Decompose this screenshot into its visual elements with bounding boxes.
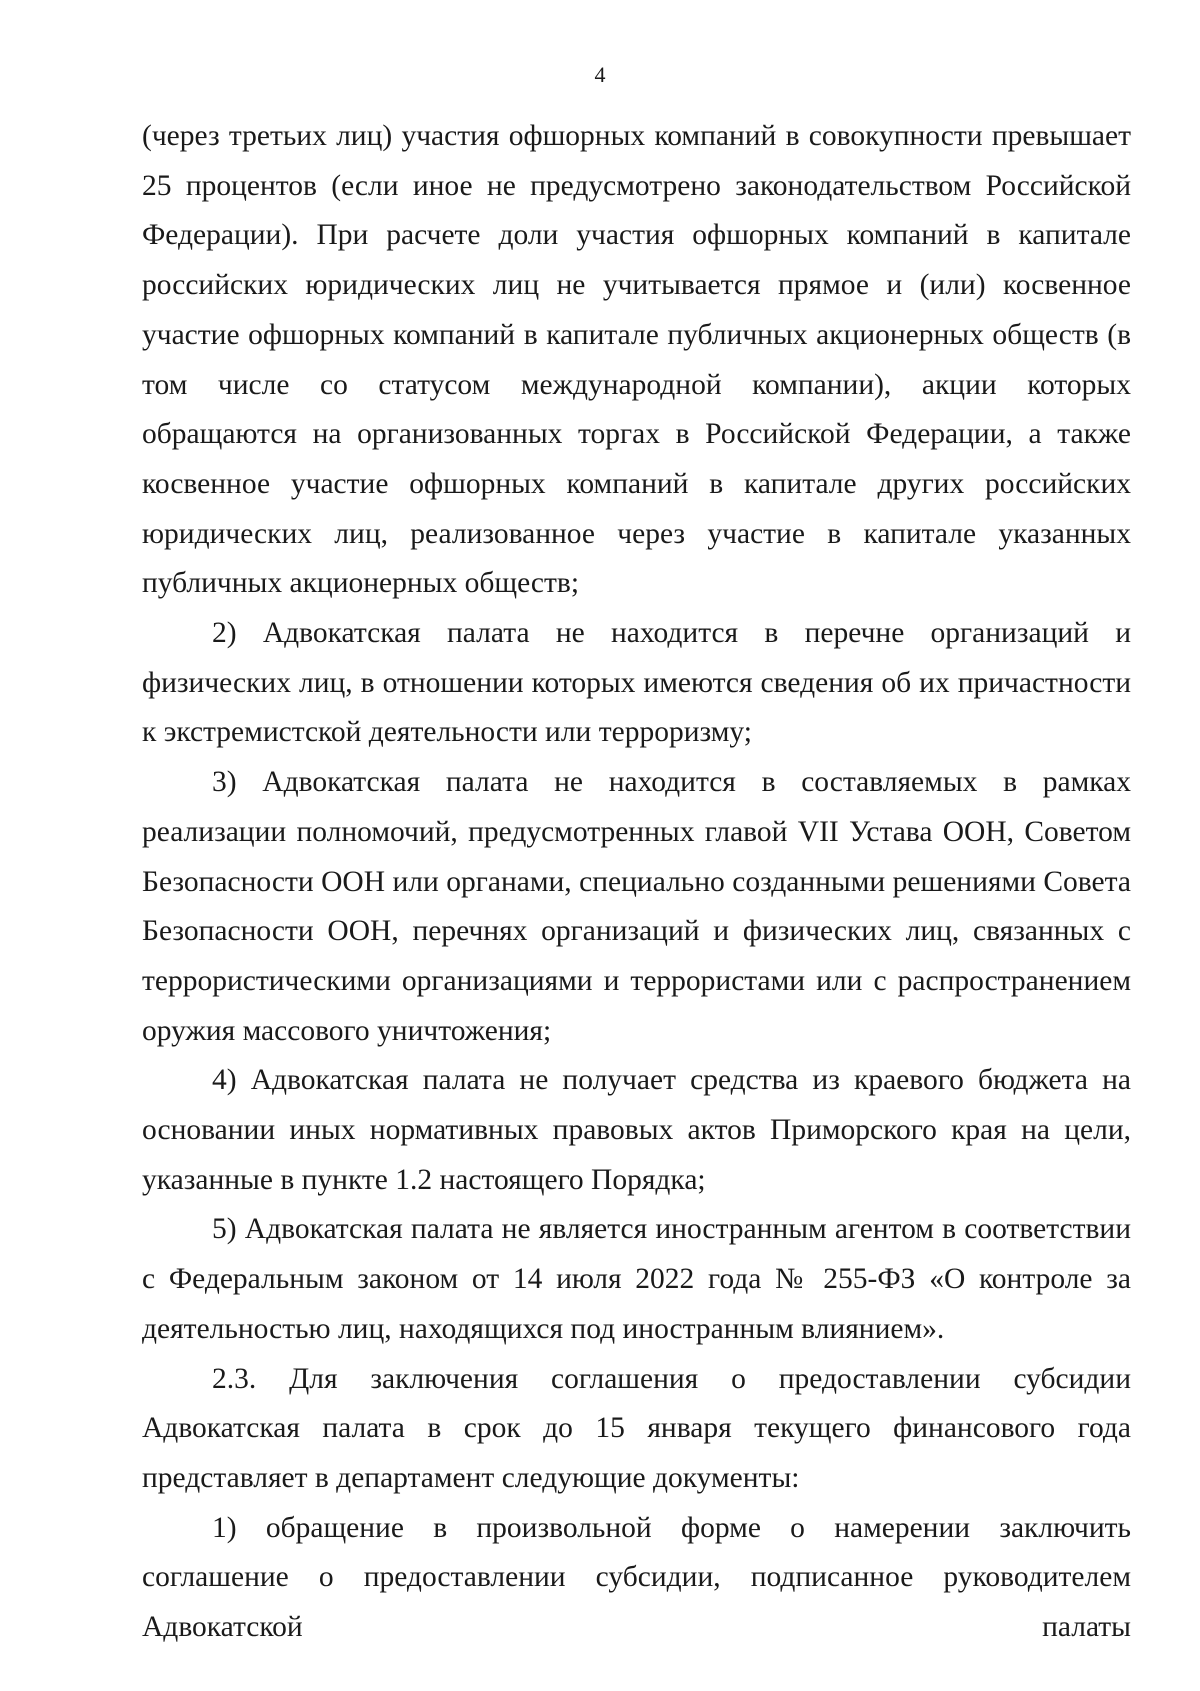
paragraph-item-3-un-lists: 3) Адвокатская палата не находится в составляемых в рамках реализации полномочий, предусмотренных главой VII Устава ООН, Советом Безопасности ООН или органами, специально созданными решениями Совета Безопасности ООН, перечнях организаций и физических лиц, связанных с террористическими организациями и террористами или с распространением оружия массового уничтожения; [142,766,1131,1047]
document-body [142,112,1131,1653]
paragraph-document-1-request: 1) обращение в произвольной форме о намерении заключить соглашение о предоставлении субсидии, подписанное руководителем Адвокатской палаты [142,1511,1131,1644]
paragraph-section-2-3: 2.3. Для заключения соглашения о предоставлении субсидии Адвокатская палата в срок до 15 января текущего финансового года представляет в департамент следующие документы: [142,1362,1131,1494]
paragraph-item-5-foreign-agent: 5) Адвокатская палата не является иностранным агентом в соответствии с Федеральным законом от 14 июля 2022 года № 255-ФЗ «О контроле за деятельностью лиц, находящихся под иностранным влиянием». [142,1213,1131,1345]
page-number: 4 [594,62,606,87]
paragraph-item-2-extremism-list: 2) Адвокатская палата не находится в перечне организаций и физических лиц, в отношении которых имеются сведения об их причастности к экстремистской деятельности или терроризму; [142,617,1131,749]
paragraph-offshore-participation: (через третьих лиц) участия офшорных компаний в совокупности превышает 25 процентов (если иное не предусмотрено законодательством Российской Федерации). При расчете доли участия офшорных компаний в капитале российских юридических лиц не учитывается прямое и (или) косвенное участие офшорных компаний в капитале публичных акционерных обществ (в том числе со статусом международной компании), акции которых обращаются на организованных торгах в Российской Федерации, а также косвенное участие офшорных компаний в капитале других российских юридических лиц, реализованное через участие в капитале указанных публичных акционерных обществ; [142,120,1131,600]
paragraph-item-4-budget-funds: 4) Адвокатская палата не получает средства из краевого бюджета на основании иных нормативных правовых актов Приморского края на цели, указанные в пункте 1.2 настоящего Порядка; [142,1064,1131,1196]
